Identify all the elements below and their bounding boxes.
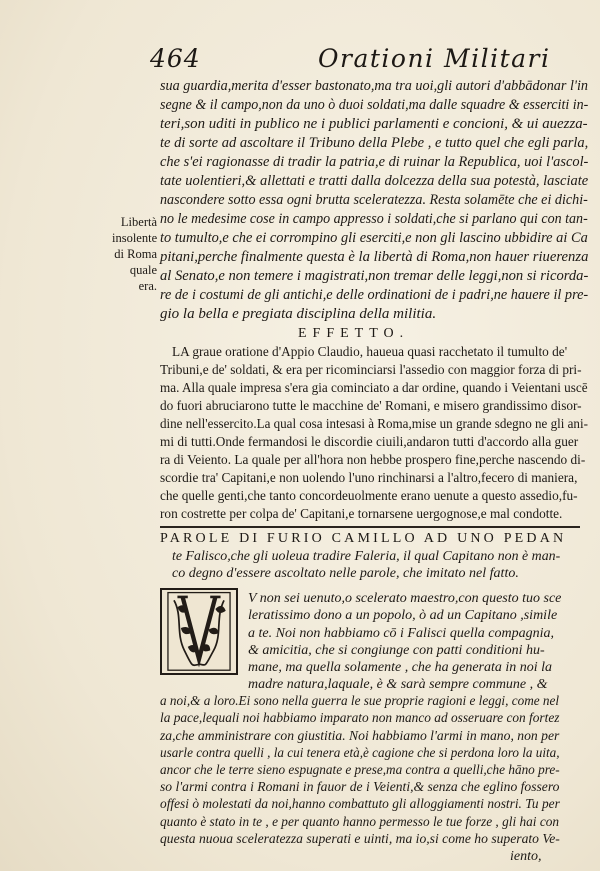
margin-note-line: quale era. — [129, 263, 157, 293]
text-line: gio la bella e pregiata disciplina della militia. — [160, 306, 437, 322]
text-line: to tumulto,e che ei corrompino gli eserciti,e non gli lascino ubbidire ai Ca — [160, 230, 588, 246]
text-line: iento, — [510, 848, 542, 864]
text-line: za,che amministrare con giustitia. Noi habbiamo l'armi in mano, non per — [160, 728, 560, 744]
text-line: offesi ò molestati da noi,hanno combattuto gli alloggiamenti nostri. Tu per — [160, 797, 560, 813]
text-line: LA graue oratione d'Appio Claudio, haueua quasi racchetato il tumulto de' — [172, 344, 568, 359]
vine-ornament-icon — [162, 590, 236, 673]
text-line: do fuori abruciarono tutte le macchine de' Romani, e misero grandissimo disor- — [160, 398, 582, 413]
text-line: ra di Veiento. La quale per all'hora non hebbe prospero fine,perche nascendo di- — [160, 452, 586, 467]
text-line: mane, ma quella solamente , che ha generata in noi la — [248, 659, 553, 675]
page-header — [0, 38, 600, 74]
text-line: la pace,lequali noi habbiamo imparato non manco ad osseruare con fortez — [160, 711, 560, 727]
text-line: sua guardia,merita d'esser bastonato,ma tra uoi,gli autori d'abbādonar l'in — [160, 78, 589, 94]
text-line: ron costrette per colpa de' Capitani,e tornarsene uergognose,e mal condotte. — [160, 506, 563, 521]
text-line: so l'armi contra i Romani in fauor de i Veienti,& senza che eglino fossero — [160, 780, 560, 796]
page-number: 464 — [150, 44, 201, 73]
text-line: ma. Alla quale impresa s'era gia cominciato a dar ordine, quando i Veientani uscē — [160, 380, 588, 395]
text-line: a noi,& a loro.Ei sono nella guerra le sue proprie ragioni e leggi, come nel — [160, 694, 560, 710]
text-line: a te. Noi non habbiamo cō i Falisci quella compagnia, — [248, 625, 555, 641]
running-title: Orationi Militari — [318, 44, 551, 73]
section-title-line: co degno d'essere ascoltato nelle parole, che imitato nel fatto. — [172, 565, 519, 581]
text-line: che quelle genti,che tanto concordeuolmente erano uenute a questo assedio,fu- — [160, 488, 578, 503]
text-line: mi di tutti.Onde fermandosi le discordie ciuili,andaron tutti d'accordo alla guer — [160, 434, 579, 449]
effect-heading: EFFETTO. — [298, 326, 410, 341]
text-line: & amicitia, che si congiunge con patti conditioni hu- — [248, 642, 545, 658]
text-line: V non sei uenuto,o scelerato maestro,con questo tuo sce — [248, 591, 562, 607]
text-line: usarle contra quelli , la cui tenera età,è cagione che si perdona loro la uita, — [160, 745, 560, 761]
text-line: Tribuni,e de' soldati, & era per ricominciarsi l'assedio con maggior forza di pri- — [160, 362, 582, 377]
margin-note — [112, 214, 157, 294]
margin-note-line: di Roma — [114, 247, 157, 261]
margin-note-line: insolente — [112, 231, 158, 245]
text-line: scordie tra' Capitani,e non uolendo l'uno rinchinarsi a l'altro,fecero di maniera, — [160, 470, 578, 485]
text-line: ancor che le terre sieno espugnate e prese,ma contra a quelli,che hāno pre- — [160, 762, 560, 778]
text-line: nascondere sotto essa ogni brutta sceleratezza. Resta solamēte che ei dichi- — [160, 192, 588, 208]
text-line: pitani,perche finalmente questa è la libertà di Roma,non hauer riuerenza — [160, 249, 589, 265]
section-title-line: te Falisco,che gli uoleua tradire Faleria, il qual Capitano non è man- — [172, 548, 561, 564]
text-line: quanto è stato in te , e per quanto hanno permesso le tue forze , gli hai con — [160, 814, 560, 830]
text-line: tate uolentieri,& allettati e tratti dalla dolcezza della sua potestà, lasciate — [160, 173, 589, 189]
text-line: che s'ei ragionasse di tradir la patria,e di ruinar la Republica, uoi l'ascol- — [160, 154, 589, 170]
text-line: questa nuoua sceleratezza superati e uinti, ma io,si come ho superato Ve- — [160, 831, 560, 847]
text-line: no le medesime cose in campo appresso i soldati,che si parlano qui con tan- — [160, 211, 588, 227]
text-line: te di sorte ad ascoltare il Tribuno della Plebe , e tutto quel che egli parla, — [160, 135, 589, 151]
text-line: segne & il campo,non da uno ò duoi soldati,ma dalle squadre & esserciti in- — [160, 97, 589, 113]
text-line: re de i costumi de gli antichi,e delle ordinationi de i padri,ne hauere il pre- — [160, 287, 589, 303]
text-line: dine nell'essercito.La qual cosa intesasi à Roma,mise un grande sdegno ne gli ani- — [160, 416, 588, 431]
section-rule — [160, 526, 580, 528]
decorated-initial-v — [160, 588, 238, 675]
text-line: teri,son uditi in publico ne i publici parlamenti e concioni, & ui auezza- — [160, 116, 588, 132]
text-line: madre natura,laquale, è & sarà sempre commune , & — [248, 677, 548, 692]
margin-note-line: Libertà — [120, 215, 157, 229]
text-line: leratissimo dono a un popolo, ò ad un Capitano ,simile — [248, 608, 558, 624]
text-line: al Senato,e non temere i magistrati,non tremar delle leggi,non si ricorda- — [160, 268, 589, 284]
section-title: PAROLE DI FURIO CAMILLO AD UNO PEDAN — [160, 530, 567, 546]
